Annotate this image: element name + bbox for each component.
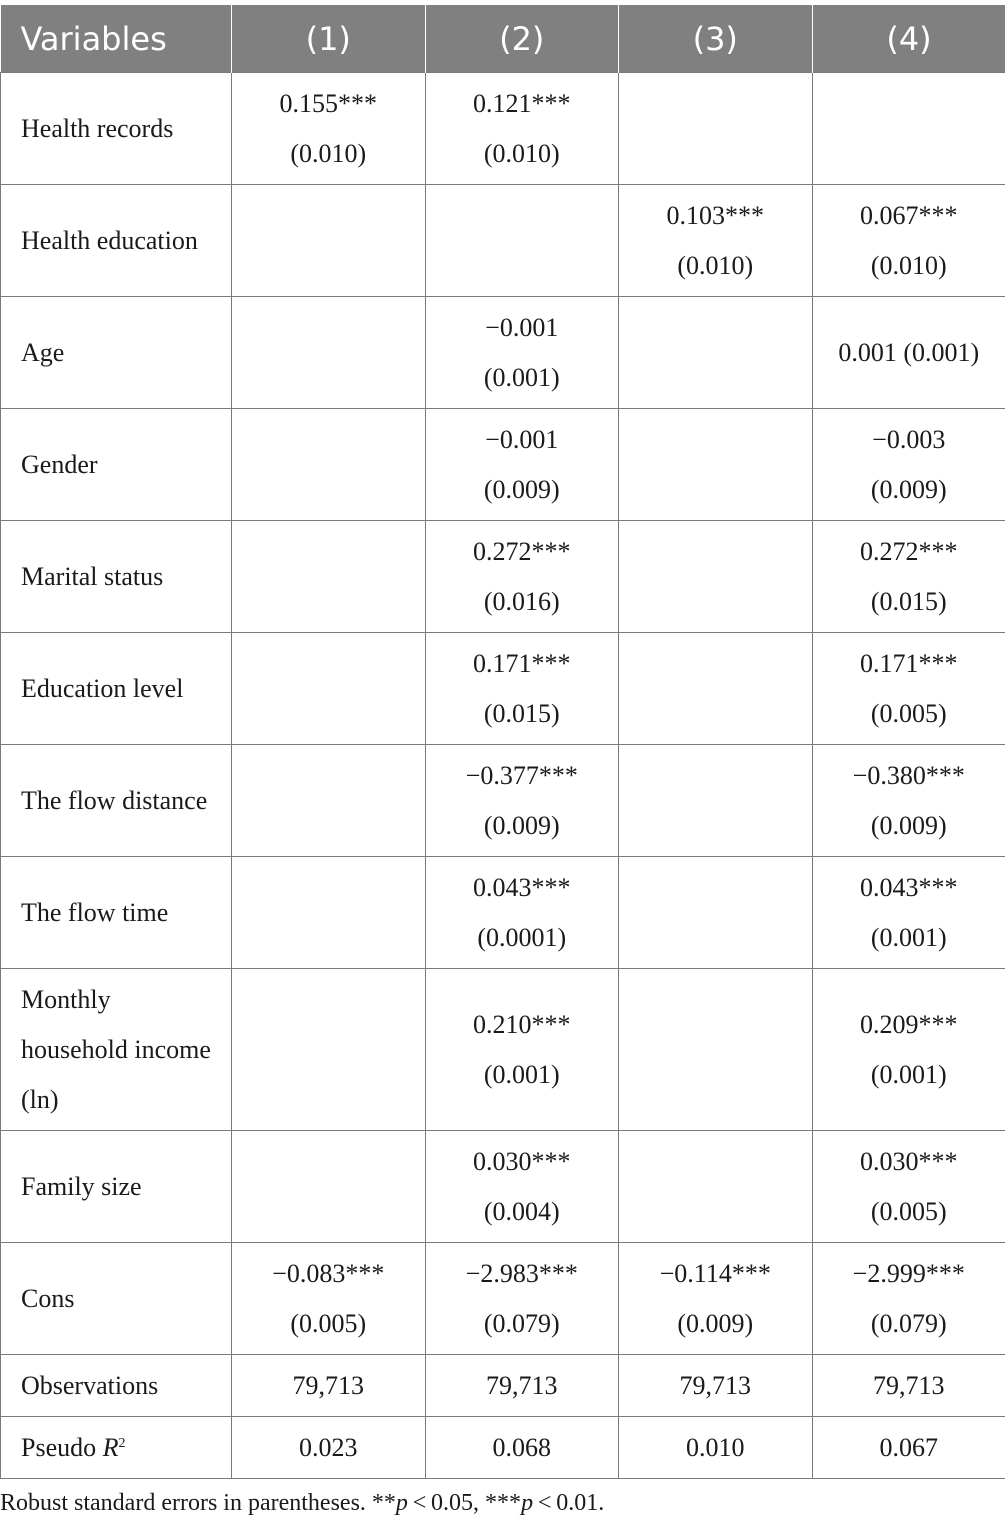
header-col-3: (3) [619,5,813,73]
cell-col-4 [812,969,1005,1131]
cell-col-1 [232,1243,426,1355]
coefficient: 0.030*** [473,1146,571,1176]
cell-col-3 [619,1417,813,1479]
standard-error: (0.015) [483,698,560,728]
cell-col-4 [812,1131,1005,1243]
coefficient: −0.114*** [659,1258,771,1288]
coefficient: 0.067 [879,1432,938,1462]
standard-error: (0.010) [677,250,754,280]
cell-col-3 [619,857,813,969]
standard-error: (0.009) [677,1308,754,1338]
coefficient: 0.043*** [860,872,958,902]
cell-col-3 [619,1243,813,1355]
cell-col-3 [619,409,813,521]
cell-col-2 [425,185,619,297]
coefficient: 79,713 [486,1370,558,1400]
coefficient: 0.023 [299,1432,358,1462]
standard-error: (0.010) [870,250,947,280]
table-row [1,1417,1005,1479]
coefficient: 0.272*** [860,536,958,566]
header-col-1: (1) [232,5,426,73]
cell-col-2 [425,409,619,521]
row-label: Observations [1,1355,232,1417]
cell-col-4 [812,521,1005,633]
row-label: Marital status [1,521,232,633]
coefficient: 0.209*** [860,1009,958,1039]
cell-col-1 [232,73,426,185]
table-row [1,185,1005,297]
table-row [1,1243,1005,1355]
cell-col-3 [619,969,813,1131]
table-row [1,633,1005,745]
cell-col-2 [425,1355,619,1417]
row-label: The flow distance [1,745,232,857]
standard-error: (0.005) [290,1308,367,1338]
footnote-text: < 0.01. [533,1490,605,1516]
table-row [1,857,1005,969]
standard-error: (0.004) [483,1196,560,1226]
coefficient: 79,713 [873,1370,945,1400]
row-label [1,1417,232,1479]
cell-col-3 [619,633,813,745]
standard-error: (0.001) [483,362,560,392]
coefficient: −0.377*** [465,760,578,790]
standard-error: (0.009) [483,474,560,504]
standard-error: (0.009) [870,474,947,504]
row-label: Gender [1,409,232,521]
table-row [1,1131,1005,1243]
header-col-4: (4) [812,5,1005,73]
table-row [1,969,1005,1131]
row-label: Cons [1,1243,232,1355]
coefficient: 0.030*** [860,1146,958,1176]
cell-col-3 [619,521,813,633]
cell-col-4 [812,1355,1005,1417]
cell-col-1 [232,409,426,521]
coefficient: −0.001 [485,424,559,454]
cell-col-4 [812,297,1005,409]
cell-col-3 [619,297,813,409]
coefficient: 0.155*** [279,88,377,118]
cell-col-3 [619,1355,813,1417]
table-row [1,1355,1005,1417]
cell-col-4 [812,745,1005,857]
coefficient: −0.001 [485,312,559,342]
standard-error: (0.001) [870,1059,947,1089]
row-label-text: Pseudo [21,1432,103,1462]
cell-col-4 [812,1243,1005,1355]
cell-col-2 [425,297,619,409]
cell-col-4 [812,73,1005,185]
coefficient: 0.272*** [473,536,571,566]
coefficient: −0.380*** [852,760,965,790]
standard-error: (0.005) [870,698,947,728]
coefficient: −2.983*** [465,1258,578,1288]
footnote-p: p [521,1490,534,1516]
cell-col-2 [425,73,619,185]
header-variables: Variables [1,5,232,73]
cell-col-3 [619,185,813,297]
cell-col-1 [232,185,426,297]
coefficient: −0.083*** [272,1258,385,1288]
row-label: The flow time [1,857,232,969]
coefficient: 79,713 [292,1370,364,1400]
cell-col-3 [619,73,813,185]
cell-col-2 [425,521,619,633]
cell-col-4 [812,633,1005,745]
table-row [1,521,1005,633]
coefficient: 0.001 (0.001) [838,337,980,367]
cell-col-1 [232,857,426,969]
cell-col-1 [232,297,426,409]
coefficient: 0.010 [686,1432,745,1462]
cell-col-3 [619,1131,813,1243]
standard-error: (0.001) [483,1059,560,1089]
cell-col-2 [425,1131,619,1243]
coefficient: 79,713 [679,1370,751,1400]
standard-error: (0.001) [870,922,947,952]
row-label: Health records [1,73,232,185]
standard-error: (0.010) [290,138,367,168]
cell-col-2 [425,1417,619,1479]
row-label-superscript: 2 [118,1435,126,1451]
coefficient: −2.999*** [852,1258,965,1288]
row-label: Family size [1,1131,232,1243]
standard-error: (0.016) [483,586,560,616]
table-row [1,297,1005,409]
cell-col-1 [232,969,426,1131]
cell-col-1 [232,633,426,745]
standard-error: (0.015) [870,586,947,616]
cell-col-2 [425,633,619,745]
standard-error: (0.009) [870,810,947,840]
standard-error: (0.009) [483,810,560,840]
cell-col-4 [812,1417,1005,1479]
row-label: Monthly household income (ln) [1,969,232,1131]
standard-error: (0.005) [870,1196,947,1226]
coefficient: 0.043*** [473,872,571,902]
table-footnote [0,1490,604,1517]
cell-col-4 [812,409,1005,521]
cell-col-1 [232,521,426,633]
row-label: Education level [1,633,232,745]
coefficient: 0.067*** [860,200,958,230]
coefficient: −0.003 [872,424,946,454]
regression-table [0,5,1005,1479]
standard-error: (0.010) [483,138,560,168]
standard-error: (0.079) [870,1308,947,1338]
standard-error: (0.0001) [477,922,567,952]
cell-col-4 [812,857,1005,969]
cell-col-3 [619,745,813,857]
cell-col-1 [232,1417,426,1479]
footnote-text: < 0.05, *** [407,1490,522,1516]
table-row [1,745,1005,857]
table-row [1,409,1005,521]
cell-col-2 [425,857,619,969]
cell-col-2 [425,1243,619,1355]
coefficient: 0.210*** [473,1009,571,1039]
coefficient: 0.068 [492,1432,551,1462]
cell-col-1 [232,745,426,857]
cell-col-1 [232,1131,426,1243]
header-row [1,5,1005,73]
standard-error: (0.079) [483,1308,560,1338]
row-label: Age [1,297,232,409]
footnote-text: Robust standard errors in parentheses. ** [0,1490,396,1516]
footnote-p: p [395,1490,408,1516]
cell-col-1 [232,1355,426,1417]
cell-col-4 [812,185,1005,297]
table-row [1,73,1005,185]
cell-col-2 [425,745,619,857]
cell-col-2 [425,969,619,1131]
coefficient: 0.171*** [473,648,571,678]
row-label: Health education [1,185,232,297]
row-label-symbol: R [102,1432,119,1462]
coefficient: 0.121*** [473,88,571,118]
header-col-2: (2) [425,5,619,73]
coefficient: 0.103*** [666,200,764,230]
coefficient: 0.171*** [860,648,958,678]
